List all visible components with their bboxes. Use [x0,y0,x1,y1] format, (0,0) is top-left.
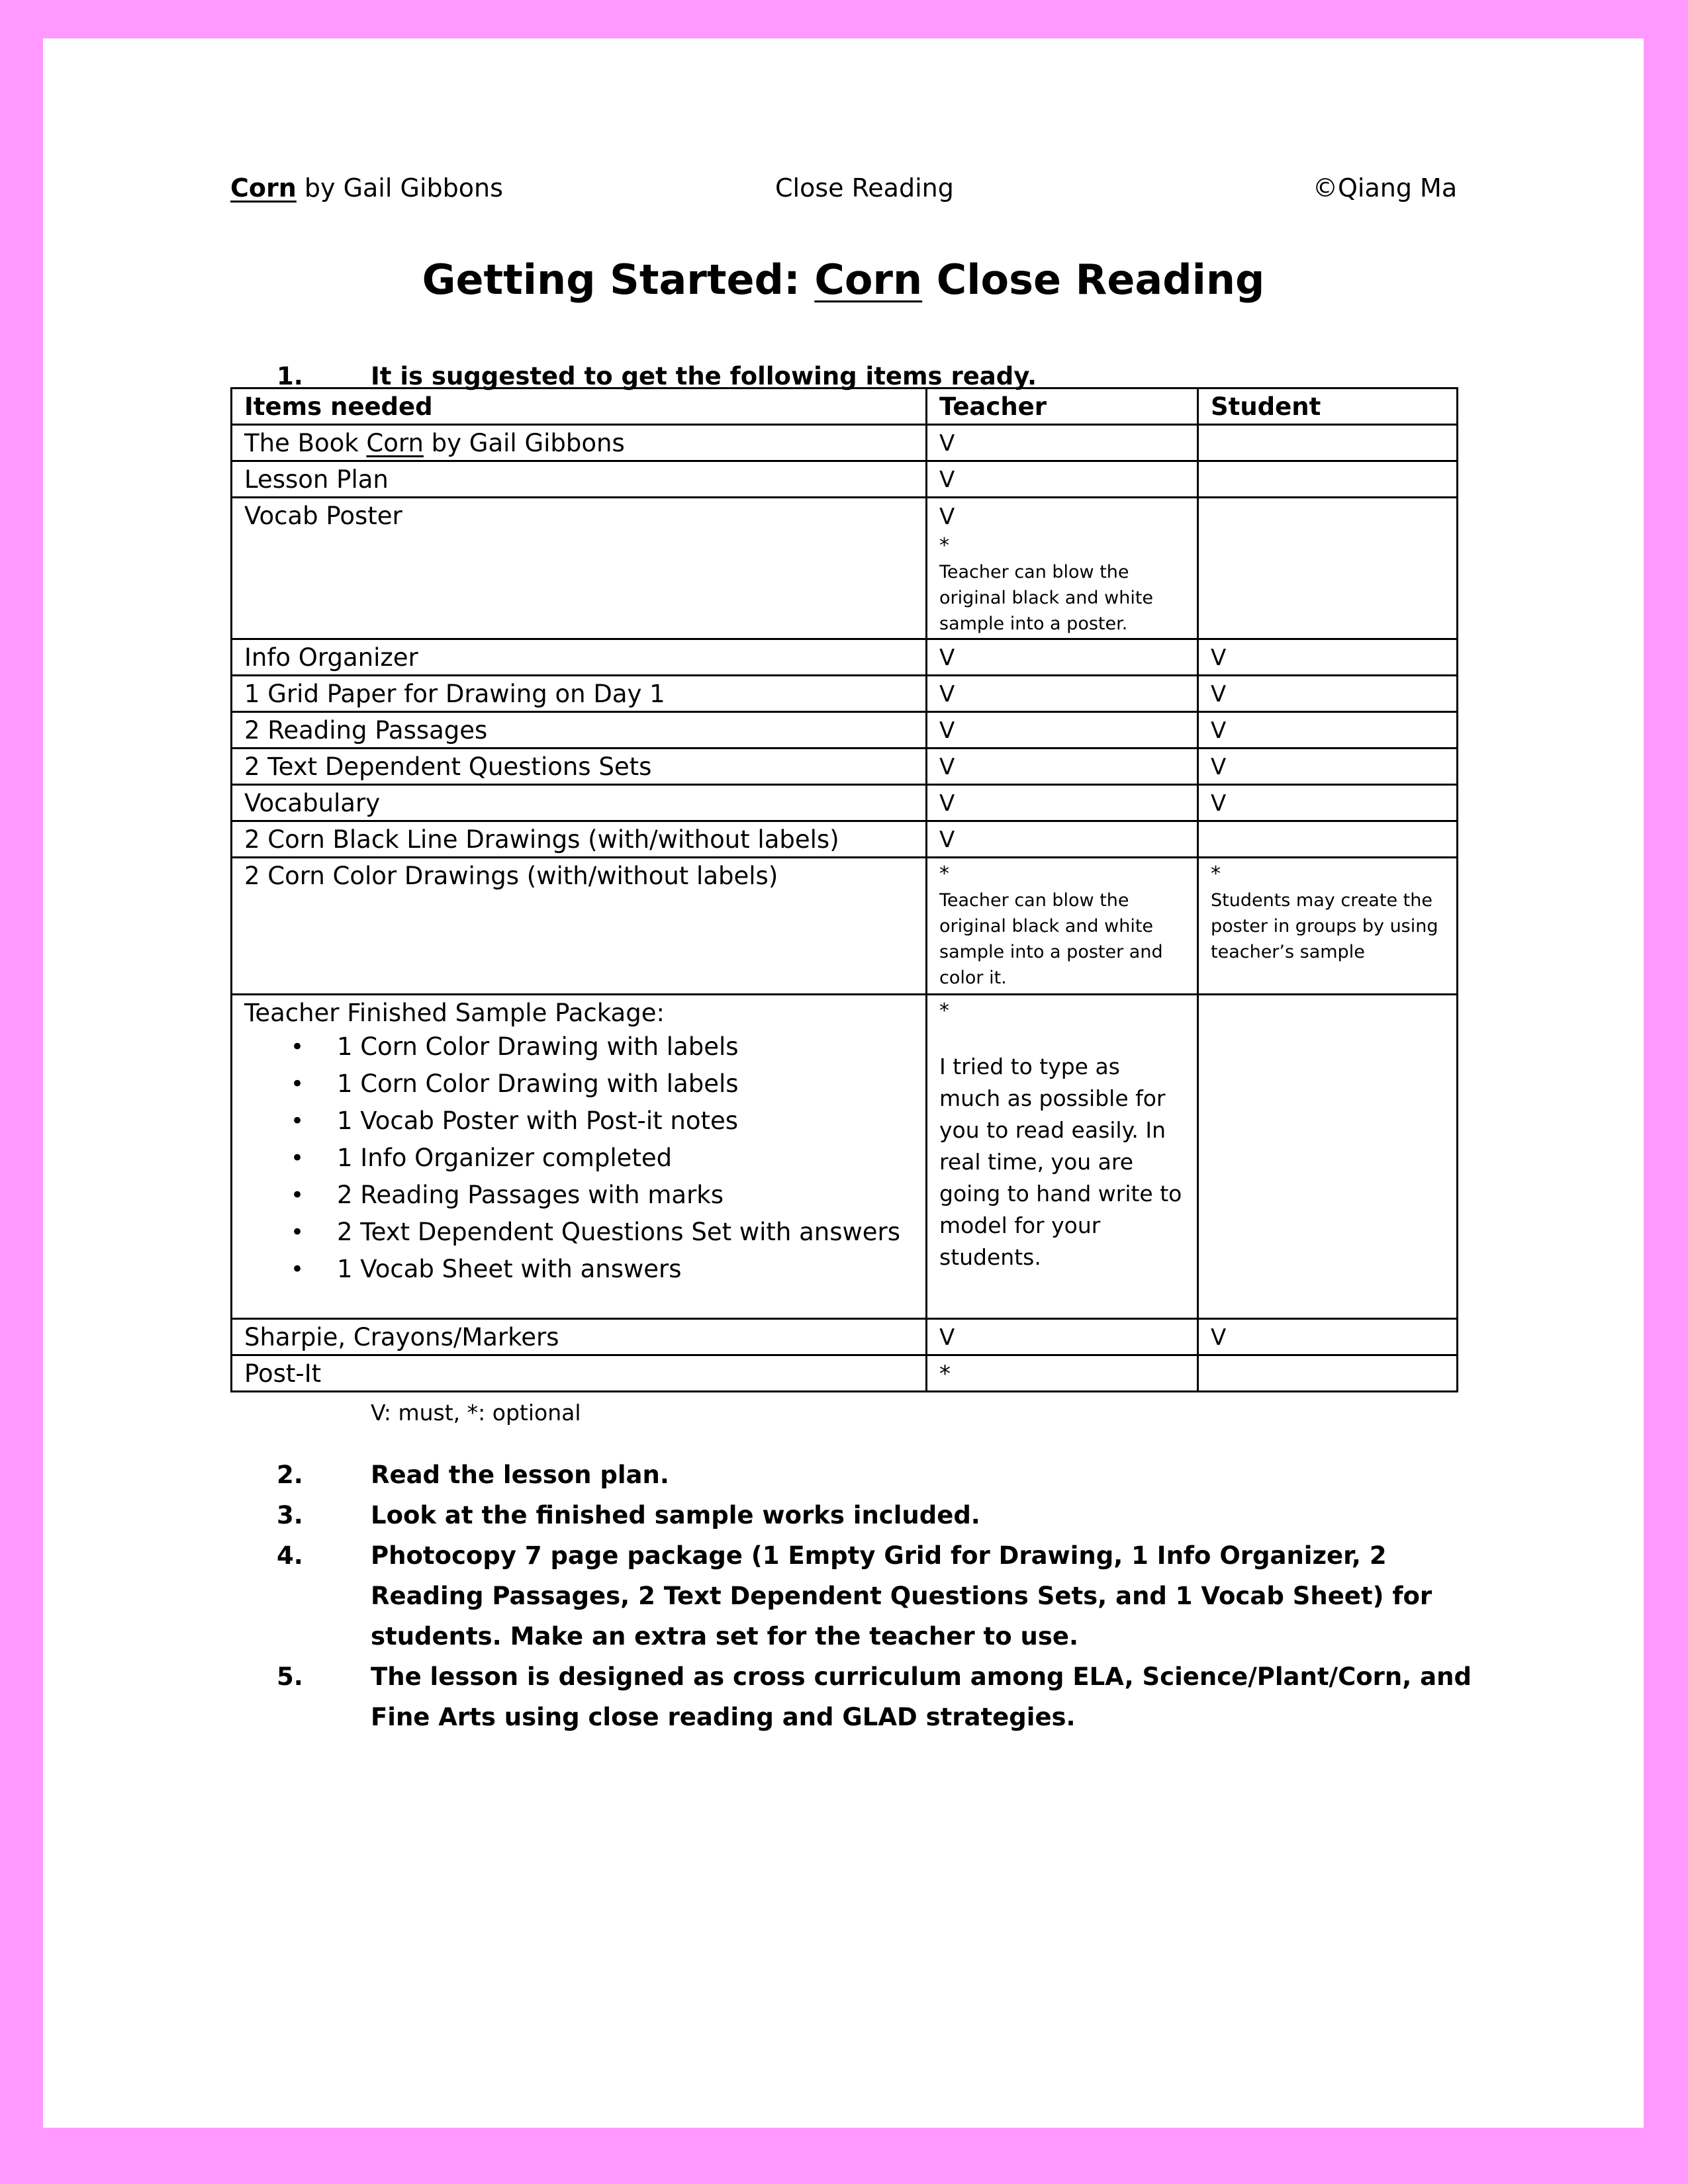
package-list [244,1028,914,1288]
table-row [232,785,1458,821]
header-book-title [230,171,503,205]
table-row [232,461,1458,498]
step-number: 5. [277,1662,303,1691]
student-cell: V [1198,639,1458,676]
step-number: 3. [277,1501,303,1529]
student-cell [1198,995,1458,1319]
student-cell: V [1198,712,1458,749]
title-suffix: Close Reading [922,255,1265,304]
list-item: • 2 Text Dependent Questions Set with answers [244,1214,914,1251]
item-cell: Post-It [232,1355,927,1392]
teacher-note: Teacher can blow the original black and white sample into a poster and color it. [939,890,1163,988]
teacher-optional-mark: * [939,534,949,557]
list-item: • 1 Corn Color Drawing with labels [244,1028,914,1066]
teacher-cell: V [927,461,1198,498]
list-item: • 1 Info Organizer completed [244,1140,914,1177]
student-cell [1198,425,1458,461]
table-row [232,749,1458,785]
table-row [232,676,1458,712]
table-row [232,821,1458,858]
item-cell: 2 Corn Black Line Drawings (with/without labels) [232,821,927,858]
table-row [232,995,1458,1319]
header-author: by Gail Gibbons [296,173,503,203]
items-table [230,387,1458,1392]
teacher-cell: V [927,785,1198,821]
student-cell [1198,821,1458,858]
item-text: The Book [244,429,367,457]
table-row [232,425,1458,461]
teacher-cell: V [927,425,1198,461]
student-cell [1198,498,1458,639]
list-item: • 1 Corn Color Drawing with labels [244,1066,914,1103]
table-row [232,1319,1458,1355]
header-center: Close Reading [775,173,954,203]
student-cell: V [1198,749,1458,785]
table-row [232,639,1458,676]
teacher-cell: V [927,676,1198,712]
student-optional-mark: * [1211,862,1221,886]
teacher-note: I tried to type as much as possible for you to read easily. In real time, you are going to hand write to model for your students. [939,1054,1182,1270]
student-cell [1198,1355,1458,1392]
item-cell: 2 Reading Passages [232,712,927,749]
page-title [43,250,1644,310]
step-text: It is suggested to get the following items ready. [371,362,1037,390]
item-cell: Sharpie, Crayons/Markers [232,1319,927,1355]
item-cell: Vocabulary [232,785,927,821]
document-page [43,38,1644,2128]
teacher-cell: V [927,639,1198,676]
step-3 [277,1495,1501,1535]
item-text-suffix: by Gail Gibbons [423,429,625,457]
item-cell [232,425,927,461]
teacher-mark: V [939,504,955,530]
student-cell [1198,461,1458,498]
list-item: • 1 Vocab Sheet with answers [244,1251,914,1288]
teacher-cell [927,858,1198,995]
step-text: Look at the finished sample works included. [371,1501,980,1529]
teacher-cell: V [927,749,1198,785]
step-text: Photocopy 7 page package (1 Empty Grid for Drawing, 1 Info Organizer, 2 Reading Passages, 2 Text Dependent Questions Sets, and 1 Vocab Sheet) for students. Make an extra set for the teacher to use. [371,1541,1432,1651]
student-cell: V [1198,1319,1458,1355]
teacher-optional-mark: * [939,862,949,886]
header-copyright: ©Qiang Ma [1313,173,1458,203]
step-text: Read the lesson plan. [371,1461,669,1489]
step-number: 2. [277,1461,303,1489]
list-item: • 2 Reading Passages with marks [244,1177,914,1214]
teacher-cell [927,498,1198,639]
table-row [232,1355,1458,1392]
item-cell: Lesson Plan [232,461,927,498]
teacher-cell: * [927,1355,1198,1392]
column-header-student: Student [1198,388,1458,425]
column-header-items: Items needed [232,388,927,425]
teacher-cell: V [927,821,1198,858]
list-item: • 1 Vocab Poster with Post-it notes [244,1103,914,1140]
column-header-teacher: Teacher [927,388,1198,425]
table-row [232,858,1458,995]
student-cell: V [1198,676,1458,712]
table-header-row [232,388,1458,425]
step-text: The lesson is designed as cross curriculum among ELA, Science/Plant/Corn, and Fine Arts using close reading and GLAD strategies. [371,1662,1472,1731]
item-book-name: Corn [366,429,424,457]
step-4 [277,1535,1501,1657]
teacher-cell [927,995,1198,1319]
student-cell: V [1198,785,1458,821]
table-legend: V: must, *: optional [371,1400,581,1426]
table-row [232,498,1458,639]
item-cell: 2 Text Dependent Questions Sets [232,749,927,785]
header-book-name: Corn [230,173,297,203]
teacher-cell: V [927,1319,1198,1355]
title-prefix: Getting Started: [422,255,815,304]
table-row [232,712,1458,749]
package-heading: Teacher Finished Sample Package: [244,999,665,1027]
student-note: Students may create the poster in groups by using teacher’s sample [1211,890,1438,962]
item-cell [232,995,927,1319]
step-5 [277,1657,1501,1737]
step-number: 4. [277,1541,303,1570]
student-cell [1198,858,1458,995]
step-2 [277,1455,1501,1495]
item-cell: Vocab Poster [232,498,927,639]
step-number: 1. [277,362,303,390]
teacher-optional-mark: * [939,999,949,1023]
item-cell: Info Organizer [232,639,927,676]
title-underlined: Corn [814,255,923,304]
teacher-note: Teacher can blow the original black and white sample into a poster. [939,562,1154,634]
teacher-cell: V [927,712,1198,749]
item-cell: 1 Grid Paper for Drawing on Day 1 [232,676,927,712]
item-cell: 2 Corn Color Drawings (with/without labels) [232,858,927,995]
